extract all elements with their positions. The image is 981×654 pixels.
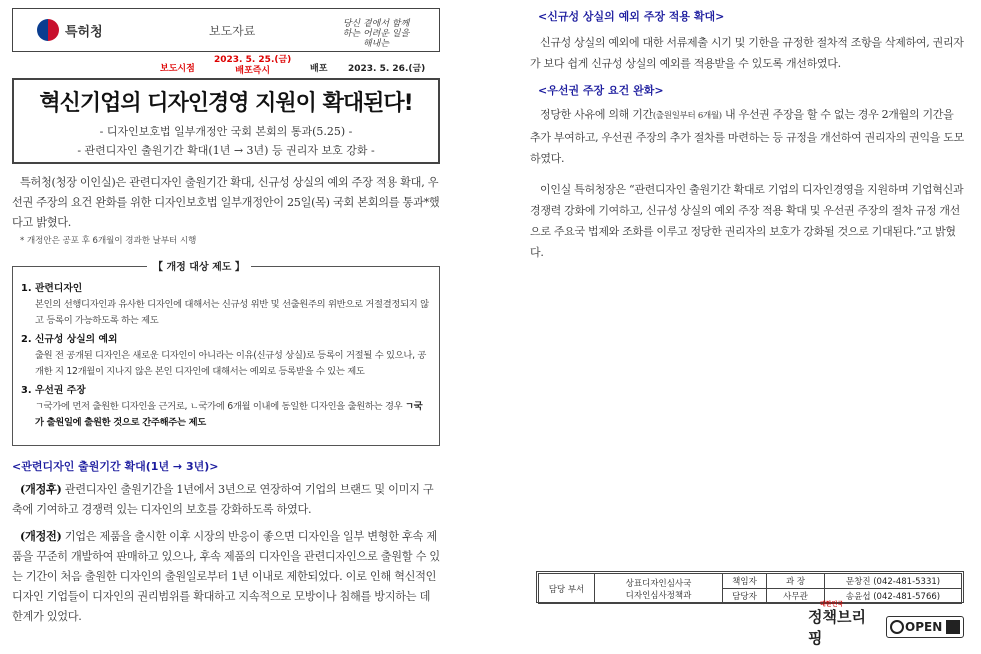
target-item — [21, 332, 431, 380]
policy-logo-small: 대한민국 — [820, 601, 844, 608]
dept-line-1: 상표디자인심사국 — [625, 578, 692, 589]
footer-logos — [808, 601, 964, 648]
kipo-logo — [37, 19, 157, 41]
target-item-body: 본인의 선행디자인과 유사한 디자인에 대해서는 신규성 위반 및 선출원주의 위반으로 거절결정되지 않고 등록이 가능하도록 하는 제도 — [35, 299, 429, 326]
target-item-head: 2. 신규성 상실의 예외 — [21, 334, 118, 345]
release-dates — [12, 52, 440, 74]
before-text: 기업은 제품을 출시한 이후 시장의 반응이 좋으면 디자인을 일부 변형한 후속 제품을 꾸준히 개발하여 판매하고 있으나, 후속 제품의 디자인을 관련디자인으로 출원할 수 있는 기간이 처음 출원한 디자인의 출원일로부터 1년 이내로 제한되었다. 이로 인해 혁신적인 디자인 기업들이 디자인의 권리범위를 확대하고 지속적으로 모방이나 침해를 방지하는 데 한계가 있었다. — [12, 530, 440, 623]
resp-name: 문창진 (042-481-5331) — [825, 574, 962, 589]
open-text: OPEN — [905, 620, 943, 634]
left-column — [12, 8, 440, 627]
policy-briefing-logo — [808, 601, 880, 648]
release-date: 2023. 5. 26.(금) — [348, 64, 426, 74]
section-heading-related-design: <관련디자인 출원기간 확대(1년 → 3년)> — [12, 460, 219, 473]
novelty-paragraph: 신규성 상실의 예외에 대한 서류제출 시기 및 기한을 규정한 절차적 조항을 삭제하여, 권리자가 보다 쉽게 신규성 상실의 예외를 적용받을 수 있도록 개선하였다. — [530, 36, 964, 70]
policy-logo-text: 정책브리핑 — [808, 608, 866, 647]
priority-text-b: 내 우선권 주장을 할 수 없는 경우 2개월의 기간을 추가 부여하고, 우선권 주장의 추가 절차를 마련하는 등 규정을 개선하여 권리자의 권익을 도모하였다. — [530, 108, 964, 165]
after-text: 관련디자인 출원기간을 1년에서 3년으로 연장하여 기업의 브랜드 및 이미지 구축에 기여하고 경쟁력 있는 디자인의 보호를 강화하도록 하였다. — [12, 483, 434, 516]
subtitle-2: - 관련디자인 출원기간 확대(1년 → 3년) 등 권리자 보호 강화 - — [77, 144, 375, 157]
open-license-logo — [886, 616, 964, 638]
priority-text-a: 정당한 사유에 의해 기간 — [540, 108, 653, 121]
subtitle-1: - 디자인보호법 일부개정안 국회 본회의 통과(5.25) - — [99, 125, 353, 138]
dept-line-2: 디자인심사정책과 — [625, 590, 692, 601]
right-column — [530, 8, 970, 263]
release-label: 배포 — [310, 64, 328, 74]
intro-note: * 개정안은 공포 후 6개월이 경과한 날부터 시행 — [20, 236, 197, 246]
page-title: 혁신기업의 디자인경영 지원이 확대된다! — [39, 91, 413, 116]
after-paragraph — [12, 479, 440, 520]
title-box — [12, 78, 440, 164]
target-item-head: 3. 우선권 주장 — [21, 385, 86, 396]
target-item — [21, 383, 431, 431]
before-label: (개정전) — [20, 529, 62, 543]
embargo-label: 보도시점 — [160, 64, 195, 74]
slogan: 당신 곁에서 함께하는 어려운 일을 해내는 — [342, 19, 410, 49]
priority-text-small: (출원일부터 6개월) — [652, 111, 722, 121]
target-item-body: 출원 전 공개된 디자인은 새로운 디자인이 아니라는 이유(신규성 상실)로 등록이 거절될 수 있으나, 공개한 지 12개월이 지나지 않은 본인 디자인에 대해서는 예외로 등록받을 수 있는 제도 — [35, 350, 427, 377]
section-heading-priority: <우선권 주장 요건 완화> — [538, 84, 664, 97]
dept-name — [595, 574, 723, 604]
resp-label: 책임자 — [723, 574, 767, 589]
targets-title: 【 개정 대상 제도 】 — [147, 258, 251, 273]
license-square-icon — [946, 620, 960, 634]
revision-targets-box — [12, 262, 440, 446]
section-heading-novelty: <신규성 상실의 예외 주장 적용 확대> — [538, 10, 725, 23]
target-body-emphasis: ㄱ국가 출원일에 출원한 것으로 간주해주는 제도 — [35, 401, 423, 428]
taegeuk-icon — [37, 19, 59, 41]
press-header — [12, 8, 440, 52]
embargo-note: 배포즉시 — [235, 66, 271, 76]
target-body-text: ㄱ국가에 먼저 출원한 디자인을 근거로, ㄴ국가에 6개월 이내에 동일한 디자인을 출원하는 경우 — [35, 401, 406, 412]
target-item-body — [21, 399, 431, 431]
priority-paragraph — [530, 104, 970, 169]
dept-label: 담당 부서 — [539, 574, 595, 604]
resp-title: 과 장 — [767, 574, 825, 589]
org-name: 특허청 — [65, 24, 103, 40]
open-circle-icon — [890, 620, 904, 634]
staff-label: 담당자 — [723, 589, 767, 604]
before-paragraph — [12, 526, 440, 627]
contact-table — [538, 573, 962, 604]
target-item-head: 1. 관련디자인 — [21, 283, 83, 294]
intro-paragraph: 특허청(청장 이인실)은 관련디자인 출원기간 확대, 신규성 상실의 예외 주장 적용 확대, 우선권 주장의 요건 완화를 위한 디자인보호법 일부개정안이 25일(목) 국회 본회의를 통과*했다고 밝혔다. — [12, 176, 440, 229]
quote-paragraph: 이인실 특허청장은 “관련디자인 출원기간 확대로 기업의 디자인경영을 지원하며 기업혁신과 경쟁력 강화에 기여하고, 신규성 상실의 예외 주장 적용 확대 및 우선권 주장의 절차 규정 개선으로 주요국 법제와 조화를 이루고 정당한 권리자의 보호가 강화될 것으로 기대된다.”고 밝혔다. — [530, 183, 964, 259]
staff-title: 사무관 — [767, 589, 825, 604]
target-item — [21, 281, 431, 329]
after-label: (개정후) — [20, 482, 62, 496]
embargo-value — [214, 55, 291, 77]
press-release-label: 보도자료 — [209, 23, 256, 38]
staff-name: 송윤섭 (042-481-5766) — [825, 589, 962, 604]
embargo-date: 2023. 5. 25.(금) — [214, 55, 292, 65]
